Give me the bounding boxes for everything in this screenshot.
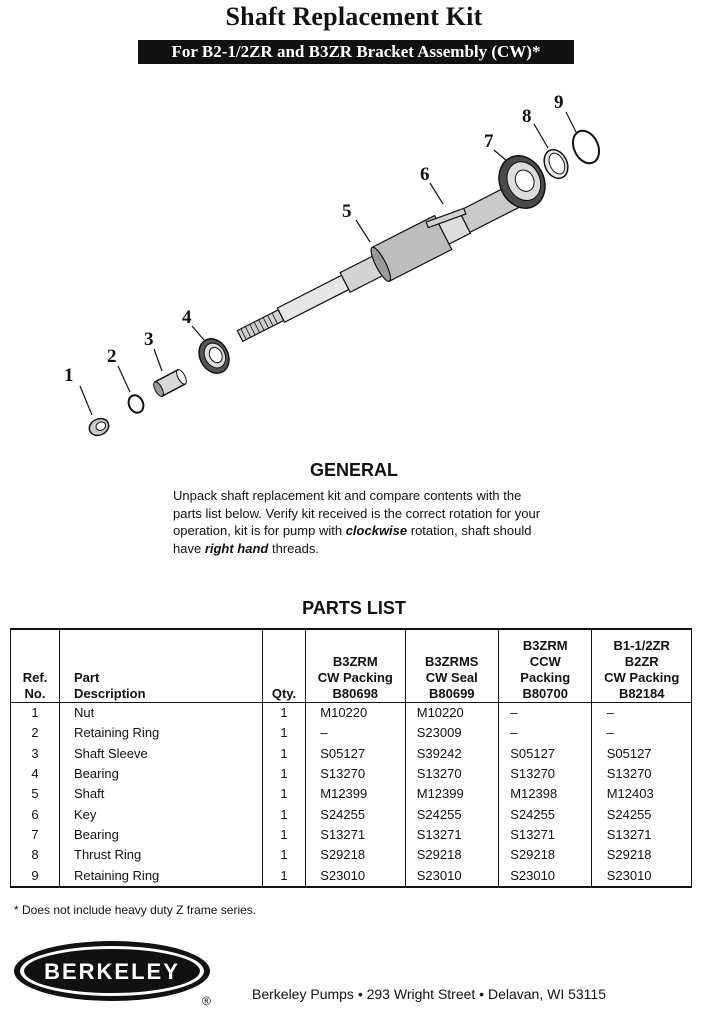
parts-table [10, 628, 692, 888]
exploded-shaft-diagram [0, 70, 708, 470]
table-row: 7 Bearing 1 S13271 S13271 S13271 S13271 [11, 825, 692, 845]
table-row: 4 Bearing 1 S13270 S13270 S13270 S13270 [11, 764, 692, 784]
header-b80699: B3ZRMS CW Seal B80699 [405, 629, 498, 703]
header-qty: Qty. [263, 629, 306, 703]
table-row: 6 Key 1 S24255 S24255 S24255 S24255 [11, 804, 692, 824]
callout-9: 9 [554, 92, 564, 113]
leader-lines [80, 112, 576, 415]
header-b82184: B1-1/2ZR B2ZR CW Packing B82184 [592, 629, 692, 703]
clockwise-emphasis: clockwise [345, 523, 408, 538]
company-address: Berkeley Pumps • 293 Wright Street • Delavan, WI 53115 [252, 986, 607, 1002]
logo-text: BERKELEY [44, 959, 180, 984]
berkeley-logo [12, 937, 224, 1007]
callout-2: 2 [107, 346, 117, 367]
callout-1: 1 [64, 365, 74, 386]
table-row: 3 Shaft Sleeve 1 S05127 S39242 S05127 S05127 [11, 744, 692, 764]
table-row: 2 Retaining Ring 1 – S23009 – – [11, 723, 692, 743]
header-b80698: B3ZRM CW Packing B80698 [306, 629, 406, 703]
general-text: Unpack shaft replacement kit and compare contents with the parts list below. Verify kit received is the correct rotation for your operation, kit is for pump with clockwise rotation, shaft should have right hand threads. [173, 488, 541, 556]
table-row: 8 Thrust Ring 1 S29218 S29218 S29218 S29218 [11, 845, 692, 865]
bearing-part [193, 334, 235, 379]
footnote: * Does not include heavy duty Z frame series. [14, 903, 257, 917]
shaft-part [231, 169, 542, 353]
retaining-ring-part [126, 393, 146, 415]
registered-mark: ® [202, 994, 211, 1007]
retaining-ring-part-2 [568, 127, 604, 168]
table-row: 5 Shaft 1 M12399 M12399 M12398 M12403 [11, 784, 692, 804]
nut-part [87, 416, 112, 439]
right-hand-emphasis: right hand [204, 540, 269, 556]
general-heading: GENERAL [309, 460, 398, 480]
callout-7: 7 [484, 131, 494, 152]
callout-8: 8 [522, 106, 532, 127]
callout-6: 6 [420, 164, 430, 185]
parts-list-heading: PARTS LIST [302, 598, 406, 618]
thrust-ring-part [540, 146, 573, 182]
header-ref: Ref. No. [11, 629, 60, 703]
header-b80700: B3ZRM CCW Packing B80700 [498, 629, 591, 703]
shaft-sleeve-part [152, 368, 189, 398]
table-header-row [11, 629, 692, 703]
callout-3: 3 [144, 329, 154, 350]
page-subtitle: For B2-1/2ZR and B3ZR Bracket Assembly (CW)* [138, 40, 574, 64]
page-title: Shaft Replacement Kit [225, 2, 483, 31]
callout-5: 5 [342, 201, 352, 222]
header-desc: Part Description [60, 629, 263, 703]
table-row: 9 Retaining Ring 1 S23010 S23010 S23010 S23010 [11, 865, 692, 886]
table-row: 1 Nut 1 M10220 M10220 – – [11, 703, 692, 724]
callout-4: 4 [182, 307, 192, 328]
